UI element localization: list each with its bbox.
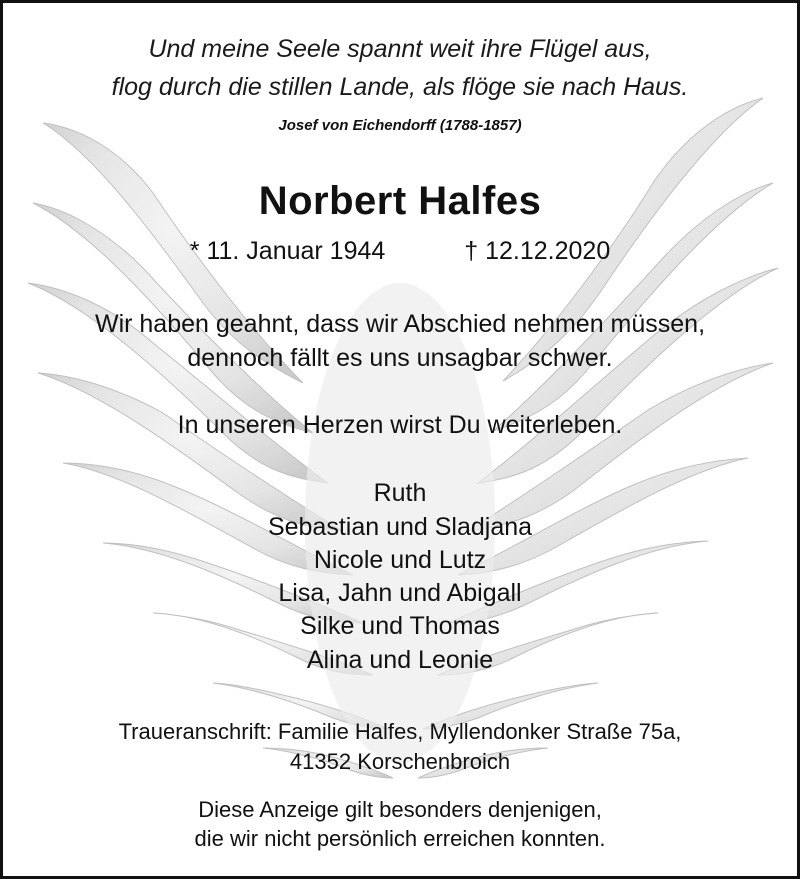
closing-note-line-2: die wir nicht persönlich erreichen konnten. — [194, 826, 606, 851]
life-dates — [3, 237, 797, 266]
closing-note-line-1: Diese Anzeige gilt besonders denjenigen, — [198, 797, 602, 822]
quote-line-1: Und meine Seele spannt weit ihre Flügel aus, — [148, 35, 652, 63]
family-member: Ruth — [373, 479, 427, 507]
deceased-name: Norbert Halfes — [258, 179, 542, 223]
quote-line-2: flog durch die stillen Lande, als flöge sie nach Haus. — [111, 73, 689, 101]
family-member: Silke und Thomas — [300, 612, 500, 640]
family-member: Sebastian und Sladjana — [267, 513, 533, 541]
notice-text — [3, 3, 797, 876]
mourning-address-line-2: 41352 Korschenbroich — [289, 749, 511, 774]
message-line-1: Wir haben geahnt, dass wir Abschied nehmen müssen, — [94, 310, 706, 338]
birth-date: * 11. Januar 1944 — [189, 237, 386, 265]
message-line-2: dennoch fällt es uns unsagbar schwer. — [187, 344, 613, 372]
family-member: Nicole und Lutz — [313, 546, 487, 574]
message-line-3: In unseren Herzen wirst Du weiterleben. — [177, 411, 623, 439]
family-member: Lisa, Jahn und Abigall — [278, 579, 522, 607]
death-date: † 12.12.2020 — [464, 237, 611, 265]
family-member: Alina und Leonie — [306, 646, 494, 674]
mourning-address-line-1: Traueranschrift: Familie Halfes, Myllendonker Straße 75a, — [118, 719, 682, 744]
quote-author: Josef von Eichendorff (1788-1857) — [278, 117, 522, 134]
